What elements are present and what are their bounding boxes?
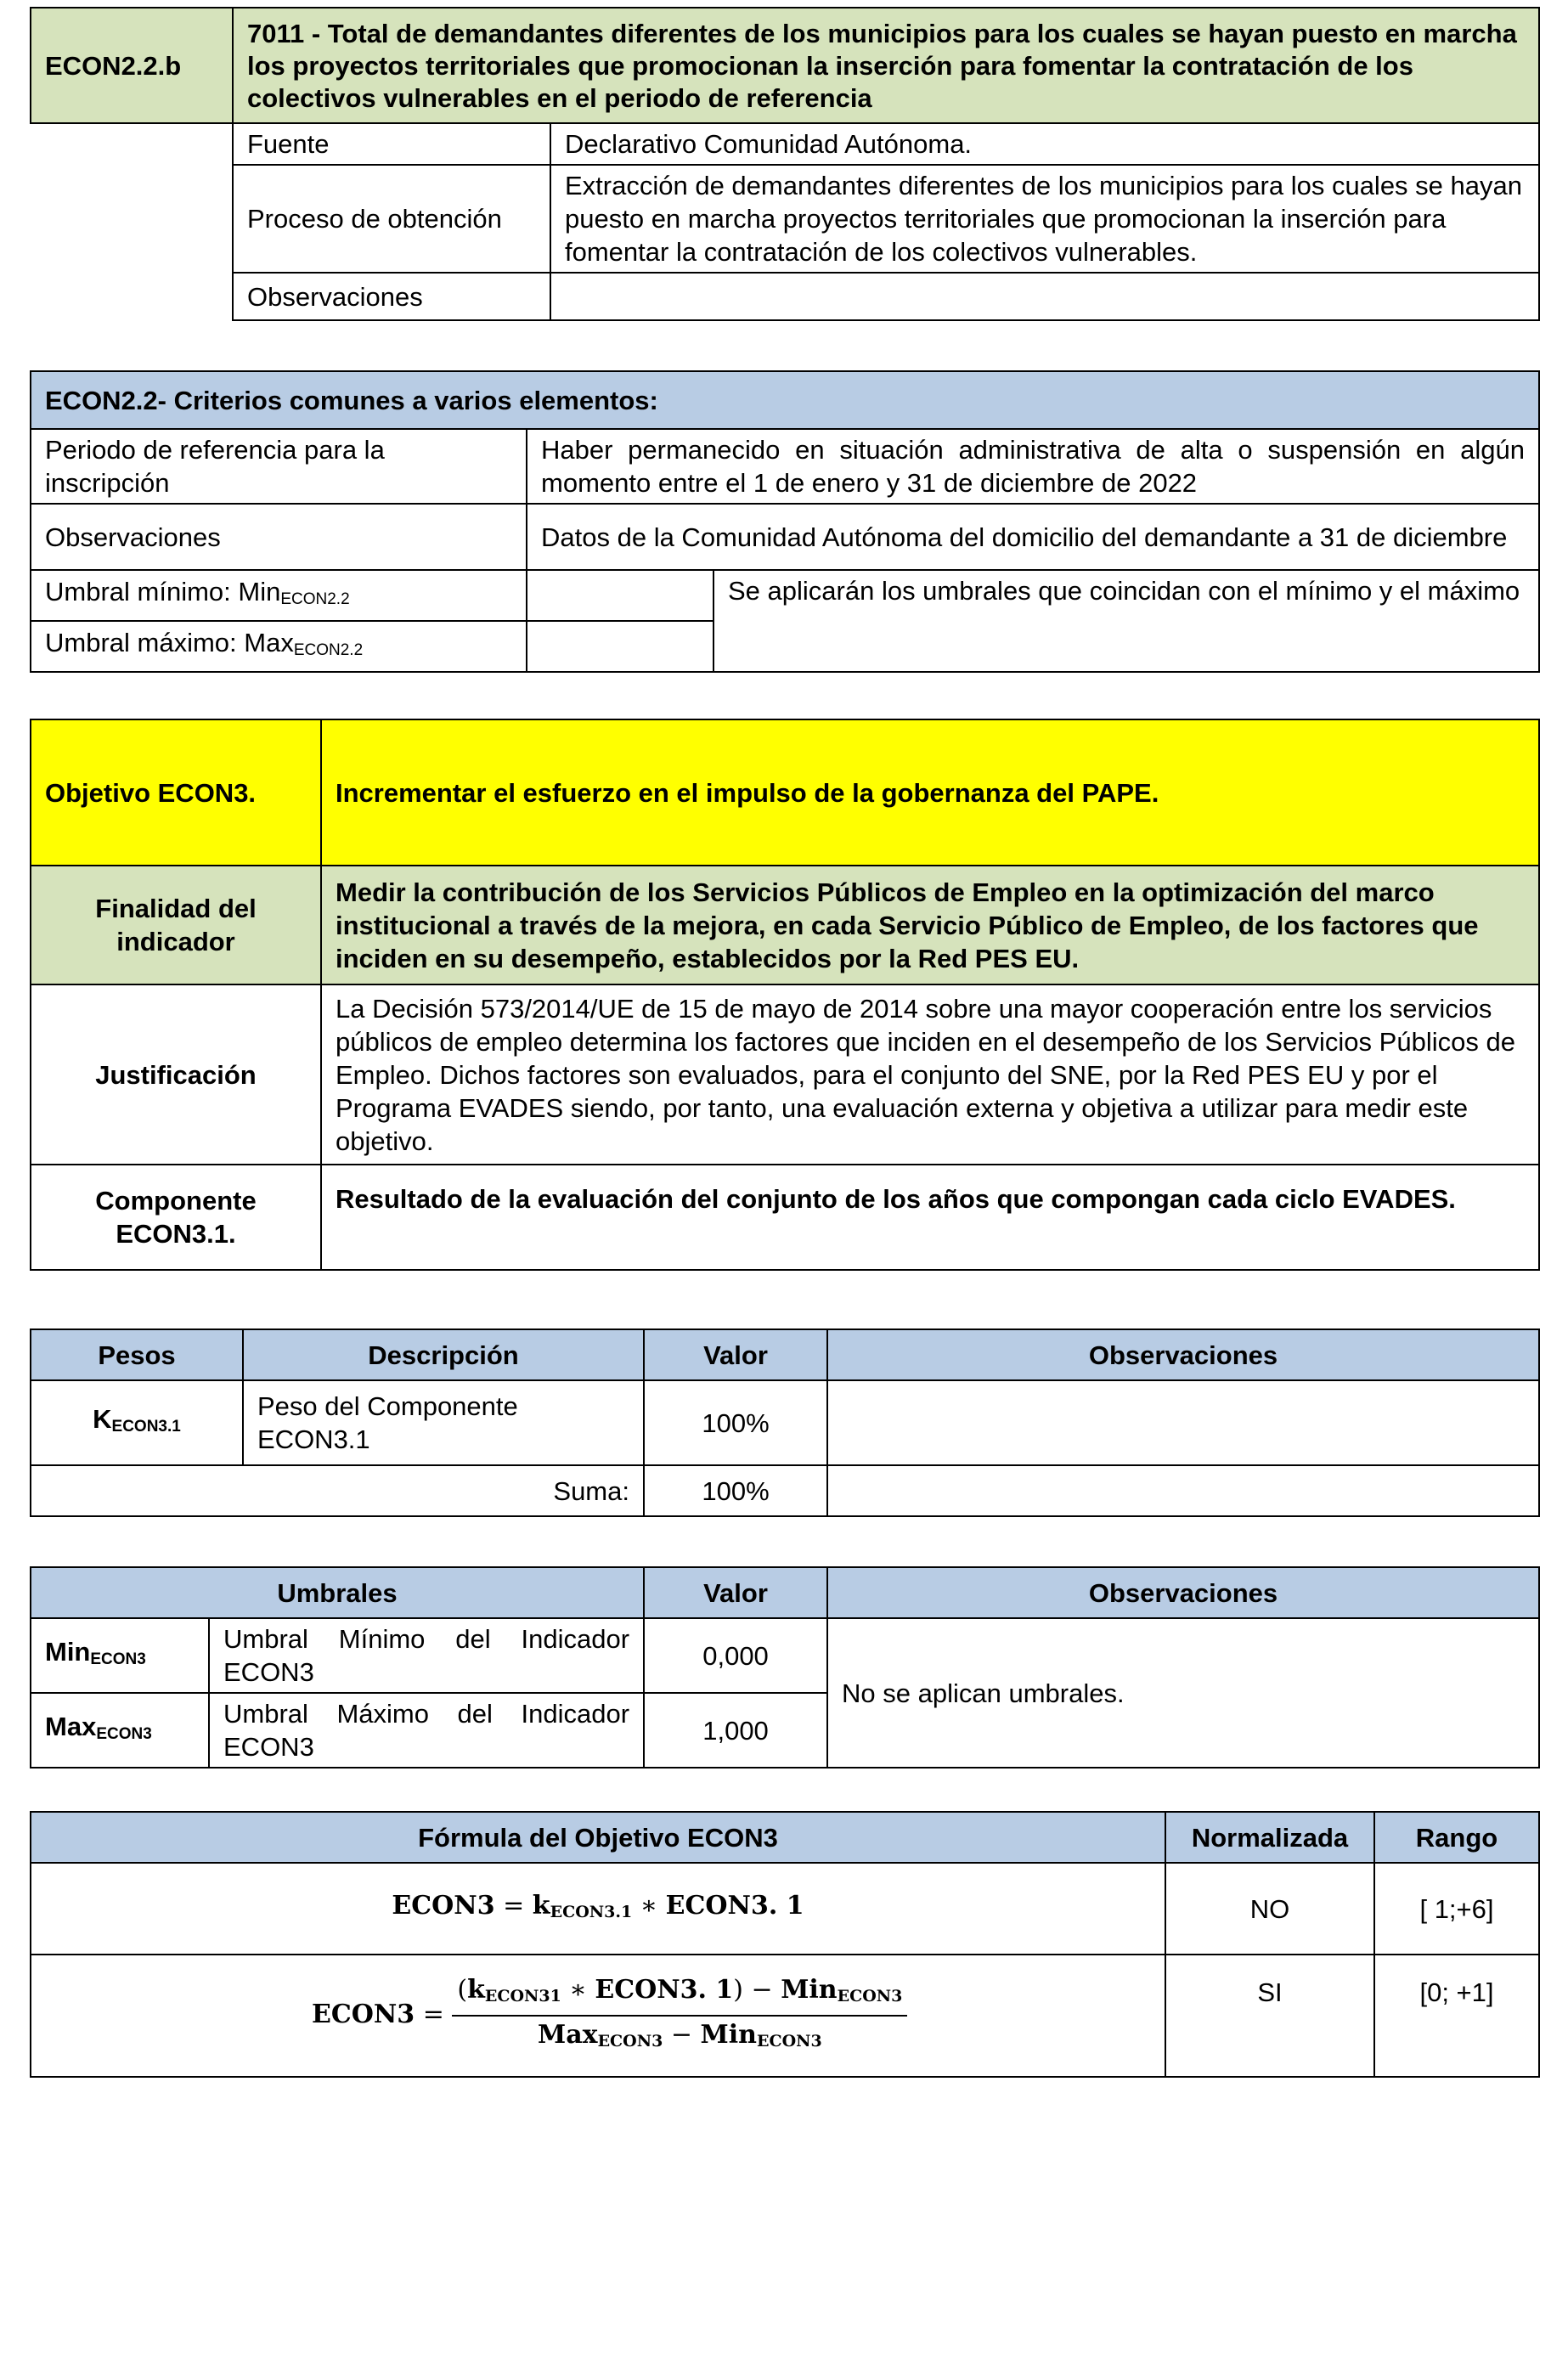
descripcion-header: Descripción xyxy=(243,1329,644,1380)
max-econ3-valor: 1,000 xyxy=(644,1693,827,1768)
proceso-label: Proceso de obtención xyxy=(233,165,550,273)
objetivo-table xyxy=(30,719,1540,1271)
peso-descripcion: Peso del Componente ECON3.1 xyxy=(243,1380,644,1465)
justificacion-label: Justificación xyxy=(31,984,321,1165)
criterios-heading: ECON2.2- Criterios comunes a varios elementos: xyxy=(31,371,1539,429)
periodo-label: Periodo de referencia para la inscripción xyxy=(31,429,527,504)
suma-valor: 100% xyxy=(644,1465,827,1516)
suma-label: Suma: xyxy=(31,1465,644,1516)
rango-header: Rango xyxy=(1374,1812,1539,1863)
fuente-label: Fuente xyxy=(233,123,550,165)
fuente-value: Declarativo Comunidad Autónoma. xyxy=(550,123,1539,165)
observaciones-header: Observaciones xyxy=(827,1329,1539,1380)
valor-header: Valor xyxy=(644,1329,827,1380)
proceso-value: Extracción de demandantes diferentes de los municipios para los cuales se hayan puesto en marcha proyectos territoriales que promocionan la inserción para fomentar la contratación de los colectivos vulnerables. xyxy=(550,165,1539,273)
k-econ31-label: $K_{ECON3.1}$ xyxy=(31,1380,243,1465)
criterios-obs-label: Observaciones xyxy=(31,504,527,570)
formula-econ3: ECON3 = $k_{ECON3.1}$ ∗ ECON3. 1 xyxy=(31,1863,1165,1955)
formula1-normalizada: NO xyxy=(1165,1863,1374,1955)
finalidad-label: Finalidad del indicador xyxy=(31,866,321,984)
pesos-header: Pesos xyxy=(31,1329,243,1380)
criterios-obs-value: Datos de la Comunidad Autónoma del domicilio del demandante a 31 de diciembre xyxy=(527,504,1539,570)
justificacion-value: La Decisión 573/2014/UE de 15 de mayo de 2014 sobre una mayor cooperación entre los servicios públicos de empleo determina los factores que inciden en el desempeño de los Servicios Públicos de Empleo. Dichos factores son evaluados, para el conjunto del SNE, por la Red PES EU y por el Programa EVADES siendo, por tanto, una evaluación externa y objetiva a utilizar para medir este objetivo. xyxy=(321,984,1539,1165)
umbrales-valor-header: Valor xyxy=(644,1567,827,1618)
observaciones-label: Observaciones xyxy=(233,273,550,320)
min-econ3-valor: 0,000 xyxy=(644,1618,827,1693)
formula-table xyxy=(30,1811,1540,2078)
umbrales-table xyxy=(30,1566,1540,1768)
peso-observaciones xyxy=(827,1380,1539,1465)
criterios-table xyxy=(30,370,1540,673)
finalidad-value: Medir la contribución de los Servicios Públicos de Empleo en la optimización del marco institucional a través de la mejora, en cada Servicio Público de Empleo, de los factores que inciden en su desempeño, establecidos por la Red PES EU. xyxy=(321,866,1539,984)
econ22b-code: ECON2.2.b xyxy=(31,8,233,123)
formula-header: Fórmula del Objetivo ECON3 xyxy=(31,1812,1165,1863)
componente-value: Resultado de la evaluación del conjunto de los años que compongan cada ciclo EVADES. xyxy=(321,1165,1539,1270)
umbrales-obs-header: Observaciones xyxy=(827,1567,1539,1618)
formula2-rango: [0; +1] xyxy=(1374,1955,1539,2077)
econ22b-title: 7011 - Total de demandantes diferentes de los municipios para los cuales se hayan puesto en marcha los proyectos territoriales que promocionan la inserción para fomentar la contratación de los colectivos vulnerables en el periodo de referencia xyxy=(233,8,1539,123)
formula2-normalizada: SI xyxy=(1165,1955,1374,2077)
umbral-note: Se aplicarán los umbrales que coincidan con el mínimo y el máximo xyxy=(713,570,1539,672)
pesos-table xyxy=(30,1328,1540,1517)
econ22b-table xyxy=(30,7,1540,321)
max-econ3-desc: Umbral Máximo del Indicador ECON3 xyxy=(209,1693,644,1768)
umbral-minimo-label: Umbral mínimo: Min$_{ECON2.2}$ xyxy=(31,570,527,621)
max-econ3-label: Max$_{ECON3}$ xyxy=(31,1693,209,1768)
componente-label: Componente ECON3.1. xyxy=(31,1165,321,1270)
periodo-value: Haber permanecido en situación administrativa de alta o suspensión en algún momento entre el 1 de enero y 31 de diciembre de 2022 xyxy=(527,429,1539,504)
umbrales-observaciones: No se aplican umbrales. xyxy=(827,1618,1539,1768)
objetivo-label: Objetivo ECON3. xyxy=(31,719,321,866)
umbrales-header: Umbrales xyxy=(31,1567,644,1618)
formula1-rango: [ 1;+6] xyxy=(1374,1863,1539,1955)
formula-econ3-normalizada: ECON3 = $\frac{(k_{ECON31} ∗ ECON3. 1) - Min_{ECON3}}{Max_{ECON3} - Min_{ECON3}}$ xyxy=(31,1955,1165,2077)
normalizada-header: Normalizada xyxy=(1165,1812,1374,1863)
min-econ3-desc: Umbral Mínimo del Indicador ECON3 xyxy=(209,1618,644,1693)
observaciones-value xyxy=(550,273,1539,320)
objetivo-value: Incrementar el esfuerzo en el impulso de la gobernanza del PAPE. xyxy=(321,719,1539,866)
formula-fraction: $\frac{(k_{ECON31} ∗ ECON3. 1) - Min_{ECON3}}{Max_{ECON3} - Min_{ECON3}}$ xyxy=(452,1973,907,2058)
peso-valor: 100% xyxy=(644,1380,827,1465)
umbral-maximo-label: Umbral máximo: Max$_{ECON2.2}$ xyxy=(31,621,527,672)
min-econ3-label: Min$_{ECON3}$ xyxy=(31,1618,209,1693)
